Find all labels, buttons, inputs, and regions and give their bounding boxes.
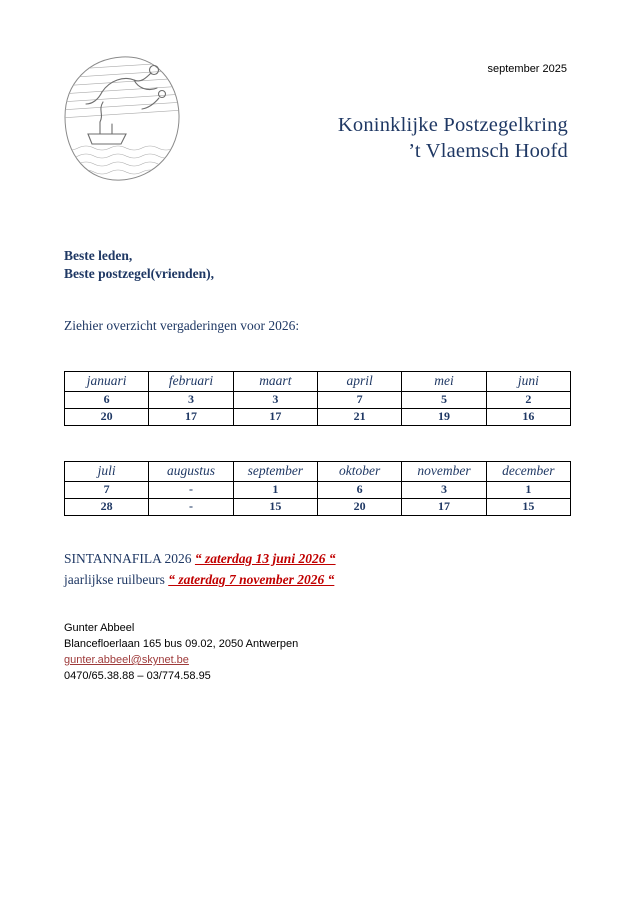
meeting-day-cell: 15 (486, 499, 570, 516)
month-header-cell: september (233, 462, 317, 482)
contact-block (64, 620, 298, 684)
event-label: SINTANNAFILA 2026 (64, 551, 195, 566)
event-date: “ zaterdag 7 november 2026 “ (168, 572, 335, 587)
meeting-day-cell: 3 (402, 482, 486, 499)
month-header-row (65, 462, 571, 482)
month-header-cell: juli (65, 462, 149, 482)
meeting-day-cell: 7 (317, 392, 401, 409)
meetings-table-first-half (64, 371, 571, 426)
meeting-day-cell: 16 (486, 409, 570, 426)
month-header-cell: juni (486, 372, 570, 392)
month-header-cell: december (486, 462, 570, 482)
meeting-day-cell: 28 (65, 499, 149, 516)
club-title-line2: ’t Vlaemsch Hoofd (408, 140, 568, 162)
events-block (64, 548, 336, 590)
meeting-day-cell: 5 (402, 392, 486, 409)
emblem-figures-and-ship (86, 66, 166, 145)
meeting-day-cell: 17 (149, 409, 233, 426)
meeting-day-cell: 6 (65, 392, 149, 409)
table-row (65, 482, 571, 499)
salutation-line1: Beste leden, (64, 248, 133, 263)
month-header-cell: januari (65, 372, 149, 392)
meeting-day-cell: 3 (149, 392, 233, 409)
meeting-day-cell: 17 (402, 499, 486, 516)
document-title (338, 112, 568, 164)
salutation-line2: Beste postzegel(vrienden), (64, 266, 214, 281)
meeting-day-cell: 6 (317, 482, 401, 499)
meeting-day-cell: - (149, 482, 233, 499)
meeting-day-cell: 17 (233, 409, 317, 426)
meeting-day-cell: 3 (233, 392, 317, 409)
contact-phone: 0470/65.38.88 – 03/774.58.95 (64, 670, 211, 682)
event-line-ruilbeurs (64, 569, 336, 590)
meeting-day-cell: 7 (65, 482, 149, 499)
table-row (65, 499, 571, 516)
meetings-table-second-half (64, 461, 571, 516)
emblem-border (65, 57, 179, 180)
meeting-day-cell: 1 (233, 482, 317, 499)
table-row (65, 392, 571, 409)
meeting-day-cell: 2 (486, 392, 570, 409)
contact-email-link[interactable]: gunter.abbeel@skynet.be (64, 654, 189, 666)
month-header-cell: november (402, 462, 486, 482)
meeting-day-cell: 21 (317, 409, 401, 426)
meeting-day-cell: 20 (317, 499, 401, 516)
month-header-cell: april (317, 372, 401, 392)
club-emblem-image (58, 52, 194, 184)
club-title-line1: Koninklijke Postzegelkring (337, 114, 568, 136)
event-line-sintannafila (64, 548, 336, 569)
date-label: september 2025 (487, 63, 567, 75)
intro-text: Ziehier overzicht vergaderingen voor 2026: (64, 318, 300, 333)
event-label: jaarlijkse ruilbeurs (64, 572, 169, 587)
salutation-block (64, 247, 214, 283)
month-header-cell: februari (149, 372, 233, 392)
month-header-cell: mei (402, 372, 486, 392)
table-row (65, 409, 571, 426)
meeting-day-cell: 19 (402, 409, 486, 426)
event-date: “ zaterdag 13 juni 2026 “ (194, 551, 336, 566)
meeting-day-cell: - (149, 499, 233, 516)
meeting-day-cell: 15 (233, 499, 317, 516)
contact-address: Blancefloerlaan 165 bus 09.02, 2050 Antwerpen (64, 638, 299, 650)
month-header-row (65, 372, 571, 392)
contact-name: Gunter Abbeel (64, 622, 135, 634)
month-header-cell: maart (233, 372, 317, 392)
month-header-cell: oktober (317, 462, 401, 482)
meeting-day-cell: 20 (65, 409, 149, 426)
contact-email-line (64, 652, 298, 668)
meeting-day-cell: 1 (486, 482, 570, 499)
month-header-cell: augustus (149, 462, 233, 482)
